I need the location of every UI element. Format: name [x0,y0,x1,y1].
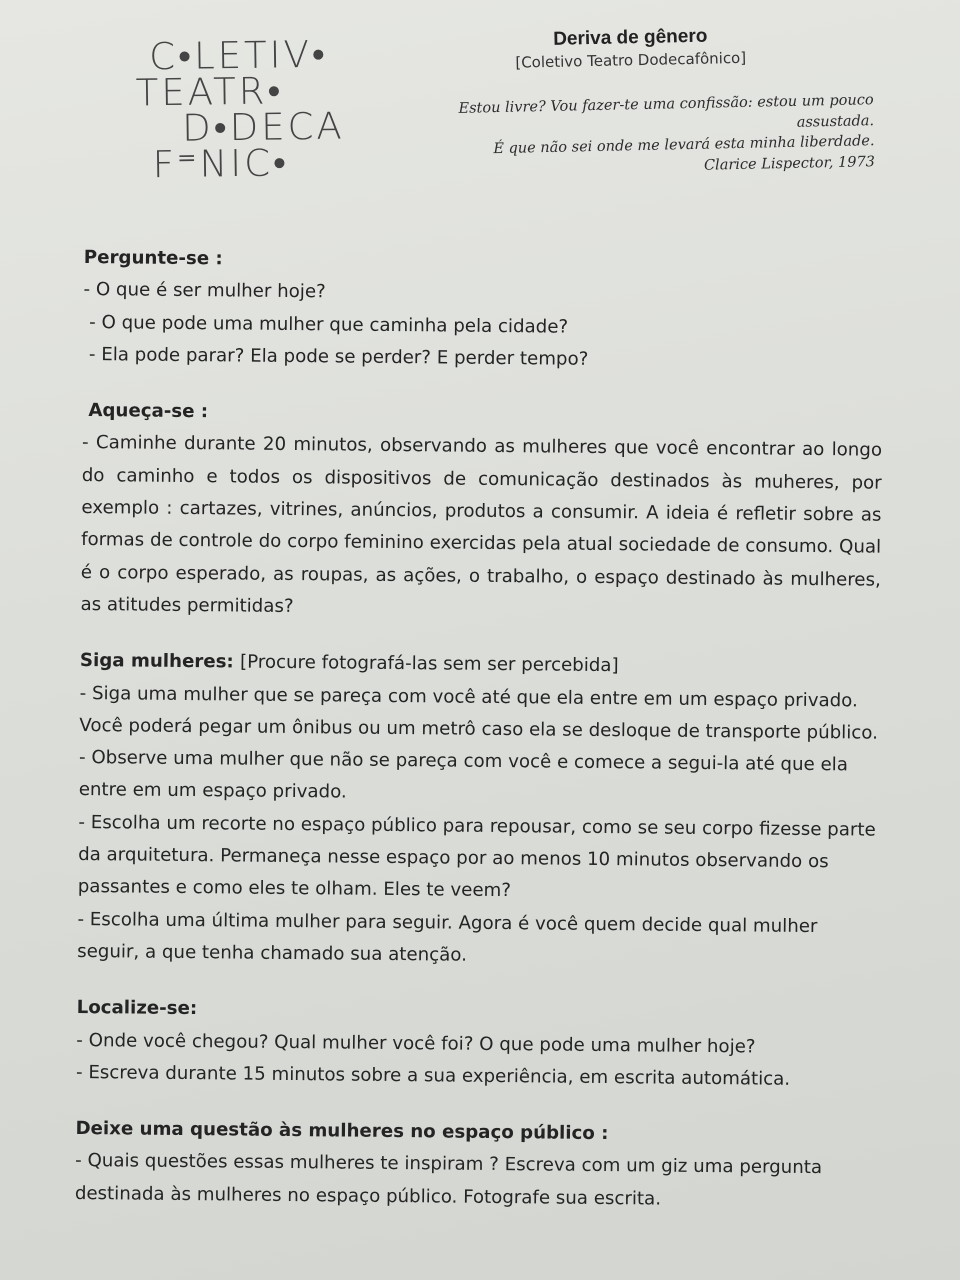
paragraph: - Caminhe durante 20 minutos, observando as mulheres que você encontrar ao longo do caminho e todos os dispositivos de comunicação destinados às muheres, por exemplo : cartazes, vitrines, anúncios, produtos a consumir. A ideia é refletir sobre as formas de controle do corpo feminino exercidas pela atual sociedade de consumo. Qual é o corpo esperado, as roupas, as ações, o trabalho, o espaço destinado às mulheres, as atitudes permitidas? [80,432,883,617]
heading-label: Siga mulheres: [79,650,234,673]
list-item: - Escolha uma última mulher para seguir. Agora é você quem decide qual mulher seguir, a que tenha chamado sua atenção. [77,908,818,966]
list-item: - Siga uma mulher que se pareça com você até que ela entre em um espaço privado. Você poderá pegar um ônibus ou um metrô caso ela se desloque de transporte público. [79,682,879,744]
section-deixe [75,1113,876,1218]
collective-logo [135,32,346,187]
quote-line: assustada. [796,112,875,131]
list-item: - Quais questões essas mulheres te inspiram ? Escreva com um giz uma pergunta destinada às mulheres no espaço público. Fotografe sua escrita. [74,1150,823,1210]
document-body [75,242,884,1218]
section-pergunte [83,242,884,379]
section-localize [76,992,877,1097]
list-item: - Escreva durante 15 minutos sobre a sua experiência, em escrita automática. [75,1061,791,1090]
list-item: - Ela pode parar? Ela pode se perder? E perder tempo? [88,343,589,370]
quote-line: É que não sei onde me levará esta minha liberdade. [493,133,875,158]
heading-note: [Procure fotografá-las sem ser percebida] [239,651,619,677]
list-item: - O que pode uma mulher que caminha pela cidade? [89,311,569,338]
document-header [420,22,883,182]
quote-author: Clarice Lispector, 1973 [703,153,876,174]
document-title: Deriva de gênero [552,25,708,50]
section-heading: Deixe uma questão às mulheres no espaço público : [75,1118,609,1145]
section-heading: Localize-se: [76,997,198,1020]
list-item: - Observe uma mulher que não se pareça com você e comece a segui-la até que ela entre em um espaço privado. [78,747,848,803]
logo-line: C•LETIV• [148,32,329,79]
list-item: - Escolha um recorte no espaço público para repousar, como se seu corpo fizesse parte da arquitetura. Permaneça nesse espaço por ao menos 10 minutos observando os passantes e como eles te olham. Eles te veem? [77,811,876,902]
section-siga [77,645,880,976]
logo-line: D•DECA [181,104,346,150]
list-item: - Onde você chegou? Qual mulher você foi? O que pode uma mulher hoje? [76,1029,756,1058]
logo-line: F⁼NIC• [152,141,290,187]
quote-line: Estou livre? Vou fazer-te uma confissão: estou um pouco [458,92,874,117]
section-heading: Pergunte-se : [83,246,223,270]
section-heading: Aqueça-se : [88,400,209,423]
section-aqueca [80,395,882,629]
epigraph-quote [422,90,884,182]
logo-line: TEATR• [135,69,284,115]
document-subtitle: [Coletivo Teatro Dodecafônico] [515,48,747,72]
list-item: - O que é ser mulher hoje? [83,279,326,303]
